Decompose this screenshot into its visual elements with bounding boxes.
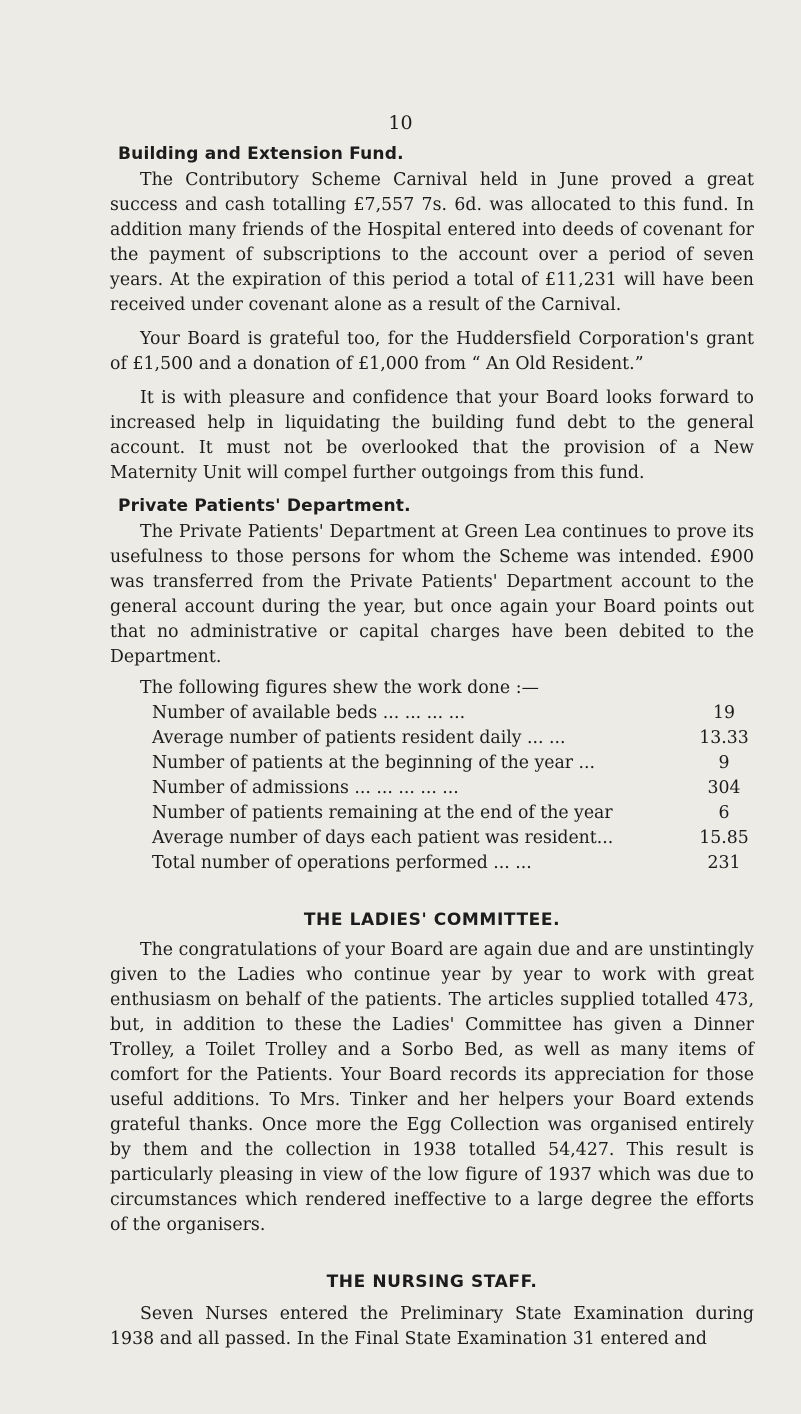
page-content — [110, 140, 754, 1352]
stat-row — [152, 776, 754, 801]
stat-label: Number of patients remaining at the end of the year — [152, 803, 613, 823]
building-fund-paragraph-3: It is with pleasure and confidence that your Board looks forward to increased help in liquidating the building fund debt to the general account. It must not be overlooked that the provision of a New Maternity Unit will compel further outgoings from this fund. — [110, 388, 754, 483]
stat-label: Average number of patients resident daily ... ... — [152, 728, 566, 748]
stat-row — [152, 751, 754, 776]
stat-value: 15.85 — [699, 828, 749, 848]
stat-label: Number of patients at the beginning of the year ... — [152, 753, 595, 773]
private-patients-section — [110, 492, 754, 876]
building-fund-section — [110, 140, 754, 486]
stat-value: 19 — [713, 703, 735, 723]
ladies-committee-paragraph: The congratulations of your Board are again due and are unstintingly given to the Ladies who continue year by year to work with great enthusiasm on behalf of the patients. The articles supplied totalled 473, but, in addition to these the Ladies' Committee has given a Dinner Trolley, a Toilet Trolley and a Sorbo Bed, as well as many items of comfort for the Patients. Your Board records its appreciation for those useful additions. To Mrs. Tinker and her helpers your Board extends grateful thanks. Once more the Egg Collection was organised entirely by them and the collection in 1938 totalled 54,427. This result is particularly pleasing in view of the low figure of 1937 which was due to circumstances which rendered ineffective to a large degree the efforts of the organisers. — [110, 940, 754, 1235]
stat-row — [152, 851, 754, 876]
building-fund-paragraph-2: Your Board is grateful too, for the Huddersfield Corporation's grant of £1,500 and a donation of £1,000 from “ An Old Resident.” — [110, 329, 754, 374]
stats-intro: The following figures shew the work done :— — [140, 678, 539, 698]
stat-row — [152, 826, 754, 851]
building-fund-heading: Building and Extension Fund. — [118, 144, 404, 164]
private-patients-paragraph: The Private Patients' Department at Green Lea continues to prove its usefulness to those persons for whom the Scheme was intended. £900 was transferred from the Private Patients' Department account to the general account during the year, but once again your Board points out that no administrative or capital charges have been debited to the Department. — [110, 522, 754, 667]
stat-value: 6 — [718, 803, 730, 823]
stat-label: Total number of operations performed ... ... — [152, 853, 532, 873]
stat-row — [152, 726, 754, 751]
nursing-staff-section — [110, 1268, 754, 1352]
private-patients-heading: Private Patients' Department. — [118, 496, 411, 516]
stat-row — [152, 801, 754, 826]
stat-value: 13.33 — [699, 728, 749, 748]
page-number: 10 — [388, 112, 413, 134]
ladies-committee-section — [110, 906, 754, 1238]
building-fund-paragraph-1: The Contributory Scheme Carnival held in June proved a great success and cash totalling £7,557 7s. 6d. was allocated to this fund. In addition many friends of the Hospital entered into deeds of covenant for the payment of subscriptions to the account over a period of seven years. At the expiration of this period a total of £11,231 will have been received under covenant alone as a result of the Carnival. — [110, 170, 754, 315]
stat-row — [152, 701, 754, 726]
stat-value: 304 — [707, 778, 741, 798]
stat-label: Number of admissions ... ... ... ... ... — [152, 778, 459, 798]
stats-table — [152, 701, 754, 876]
nursing-staff-paragraph: Seven Nurses entered the Preliminary State Examination during 1938 and all passed. In the Final State Examination 31 entered and — [110, 1304, 754, 1349]
ladies-committee-heading: THE LADIES' COMMITTEE. — [303, 910, 561, 930]
stat-label: Number of available beds ... ... ... ... — [152, 703, 466, 723]
stat-value: 9 — [718, 753, 730, 773]
nursing-staff-heading: THE NURSING STAFF. — [326, 1272, 538, 1292]
stat-value: 231 — [707, 853, 741, 873]
stat-label: Average number of days each patient was resident... — [152, 828, 614, 848]
